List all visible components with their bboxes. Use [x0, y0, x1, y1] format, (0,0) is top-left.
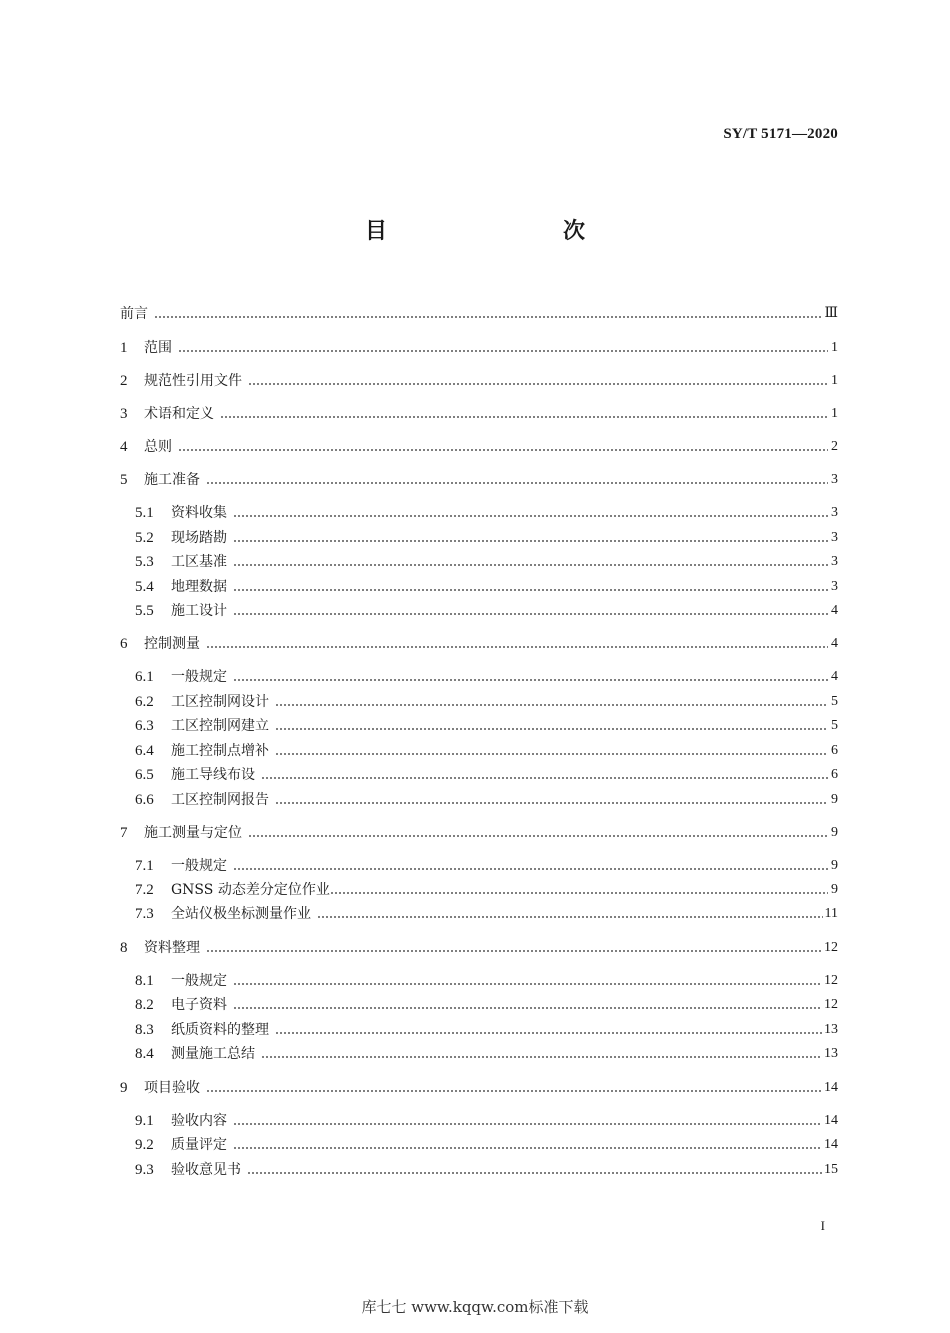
toc-entry-page: 12 [824, 973, 838, 988]
page-number: I [820, 1218, 825, 1233]
toc-entry-number: 3 [120, 406, 128, 422]
toc-entry-page: 12 [824, 940, 838, 955]
toc-entry-number: 1 [120, 340, 128, 356]
toc-entry-title: 质量评定 [171, 1137, 227, 1153]
toc-dot-leader [248, 829, 828, 843]
toc-entry[interactable] [135, 971, 838, 991]
page-title: 目 次 [364, 219, 629, 244]
toc-dot-leader [275, 796, 828, 810]
toc-entry-title: 电子资料 [171, 997, 227, 1013]
toc-entry-page: 3 [831, 579, 838, 594]
toc-entry-page: 13 [824, 1046, 838, 1061]
toc-entry-page: 12 [824, 997, 838, 1012]
toc-entry-title: 项目验收 [144, 1080, 200, 1096]
toc-entry[interactable] [135, 528, 838, 548]
toc-entry-page: 14 [824, 1137, 838, 1152]
toc-entry-page: 13 [824, 1022, 838, 1037]
toc-dot-leader [206, 640, 828, 654]
toc-dot-leader [233, 1117, 822, 1131]
toc-entry[interactable] [120, 338, 838, 358]
toc-dot-leader [275, 747, 828, 761]
toc-entry[interactable] [135, 856, 838, 876]
toc-entry-number: 6.2 [135, 694, 154, 710]
toc-dot-leader [275, 722, 828, 736]
toc-entry-number: 8.3 [135, 1022, 154, 1038]
toc-dot-leader [233, 673, 828, 687]
toc-entry-page: 14 [824, 1080, 838, 1095]
toc-dot-leader [261, 771, 828, 785]
toc-entry-number: 7.1 [135, 858, 154, 874]
toc-entry[interactable] [135, 667, 838, 687]
toc-dot-leader [206, 1084, 822, 1098]
toc-entry-title: 资料整理 [144, 940, 200, 956]
toc-entry-title: 术语和定义 [144, 406, 214, 422]
toc-entry-page: 3 [831, 505, 838, 520]
toc-entry-title: 工区控制网建立 [171, 718, 269, 734]
toc-dot-leader [275, 1026, 822, 1040]
toc-entry-number: 6.4 [135, 743, 154, 759]
toc-dot-leader [233, 558, 828, 572]
toc-entry-title: 施工准备 [144, 472, 200, 488]
toc-entry[interactable] [135, 904, 838, 924]
toc-entry-page: 9 [831, 858, 838, 873]
toc-entry-number: 8.1 [135, 973, 154, 989]
toc-entry[interactable] [135, 790, 838, 810]
toc-entry-page: 1 [831, 406, 838, 421]
toc-entry-number: 9 [120, 1080, 128, 1096]
toc-entry[interactable] [120, 470, 838, 490]
toc-entry-page: 14 [824, 1113, 838, 1128]
toc-entry-number: 5.3 [135, 554, 154, 570]
toc-entry-page: 4 [831, 669, 838, 684]
toc-entry[interactable] [135, 1160, 838, 1180]
toc-entry-number: 9.2 [135, 1137, 154, 1153]
toc-dot-leader [178, 344, 828, 358]
toc-entry[interactable] [135, 741, 838, 761]
toc-dot-leader [317, 910, 823, 924]
toc-entry-title: 验收内容 [171, 1113, 227, 1129]
toc-entry-number: 5.2 [135, 530, 154, 546]
toc-entry-title: 施工导线布设 [171, 767, 255, 783]
toc-entry-page: 1 [831, 340, 838, 355]
toc-entry-title: 施工测量与定位 [144, 825, 242, 841]
toc-entry-page: 6 [831, 743, 838, 758]
toc-dot-leader [233, 1001, 822, 1015]
toc-entry-title: 全站仪极坐标测量作业 [171, 906, 311, 922]
toc-dot-leader [233, 583, 828, 597]
toc-entry-number: 9.1 [135, 1113, 154, 1129]
toc-entry[interactable] [135, 1020, 838, 1040]
toc-dot-leader [220, 410, 828, 424]
toc-entry-page: 4 [831, 636, 838, 651]
toc-entry[interactable] [135, 765, 838, 785]
toc-entry-page: 3 [831, 554, 838, 569]
standard-code: SY/T 5171—2020 [723, 126, 838, 142]
toc-entry-page: 6 [831, 767, 838, 782]
toc-entry-title: 施工设计 [171, 603, 227, 619]
toc-entry[interactable] [135, 880, 838, 900]
toc-entry-title: 测量施工总结 [171, 1046, 255, 1062]
toc-dot-leader [154, 310, 822, 324]
toc-dot-leader [233, 862, 828, 876]
toc-dot-leader [233, 1141, 822, 1155]
toc-entry[interactable] [120, 938, 838, 958]
toc-entry[interactable] [120, 404, 838, 424]
toc-entry-title: 施工控制点增补 [171, 743, 269, 759]
toc-entry-number: 7 [120, 825, 128, 841]
toc-entry-page: 5 [831, 694, 838, 709]
toc-entry-title: 工区基准 [171, 554, 227, 570]
toc-dot-leader [330, 886, 828, 900]
toc-entry-page: 9 [831, 882, 838, 897]
toc-entry[interactable] [135, 995, 838, 1015]
toc-dot-leader [233, 607, 828, 621]
toc-dot-leader [233, 977, 822, 991]
toc-entry-title: GNSS 动态差分定位作业 [171, 882, 330, 898]
toc-entry-title: 地理数据 [171, 579, 227, 595]
toc-entry-title: 工区控制网报告 [171, 792, 269, 808]
toc-dot-leader [206, 476, 828, 490]
toc-entry-title: 控制测量 [144, 636, 200, 652]
toc-entry-page: 5 [831, 718, 838, 733]
toc-entry-page: 1 [831, 373, 838, 388]
toc-entry[interactable] [135, 503, 838, 523]
toc-entry[interactable] [120, 304, 838, 324]
toc-entry-number: 4 [120, 439, 128, 455]
toc-entry-title: 范围 [144, 340, 172, 356]
toc-dot-leader [248, 377, 828, 391]
toc-entry[interactable] [135, 716, 838, 736]
toc-entry-number: 5 [120, 472, 128, 488]
toc-entry-title: 前言 [120, 306, 148, 322]
toc-entry-title: 规范性引用文件 [144, 373, 242, 389]
toc-entry-title: 一般规定 [171, 669, 227, 685]
toc-entry-title: 验收意见书 [171, 1162, 241, 1178]
toc-dot-leader [206, 944, 822, 958]
toc-entry-number: 5.4 [135, 579, 154, 595]
toc-entry[interactable] [135, 1135, 838, 1155]
toc-entry-page: 3 [831, 472, 838, 487]
toc-entry[interactable] [135, 692, 838, 712]
toc-entry-number: 2 [120, 373, 128, 389]
toc-entry-title: 现场踏勘 [171, 530, 227, 546]
toc-entry-page: 4 [831, 603, 838, 618]
toc-entry[interactable] [135, 601, 838, 621]
toc-entry-page: Ⅲ [824, 306, 838, 321]
toc-entry-number: 5.5 [135, 603, 154, 619]
toc-entry-number: 6.5 [135, 767, 154, 783]
toc-dot-leader [178, 443, 828, 457]
toc-entry-number: 7.2 [135, 882, 154, 898]
toc-entry-page: 3 [831, 530, 838, 545]
toc-entry-number: 6.1 [135, 669, 154, 685]
toc-entry-page: 2 [831, 439, 838, 454]
toc-entry-number: 6.3 [135, 718, 154, 734]
toc-entry[interactable] [120, 437, 838, 457]
toc-entry-number: 8 [120, 940, 128, 956]
toc-dot-leader [247, 1166, 822, 1180]
toc-dot-leader [233, 534, 828, 548]
toc-entry[interactable] [120, 823, 838, 843]
toc-entry-page: 9 [831, 792, 838, 807]
toc-entry[interactable] [135, 577, 838, 597]
toc-entry[interactable] [120, 371, 838, 391]
toc-entry-page: 15 [824, 1162, 838, 1177]
toc-entry[interactable] [135, 1044, 838, 1064]
toc-dot-leader [275, 698, 828, 712]
toc-entry-number: 8.2 [135, 997, 154, 1013]
toc-entry-number: 9.3 [135, 1162, 154, 1178]
toc-entry[interactable] [120, 634, 838, 654]
toc-entry[interactable] [120, 1078, 838, 1098]
toc-entry-number: 8.4 [135, 1046, 154, 1062]
toc-entry-page: 9 [831, 825, 838, 840]
toc-entry-number: 7.3 [135, 906, 154, 922]
toc-entry-title: 总则 [144, 439, 172, 455]
toc-entry[interactable] [135, 1111, 838, 1131]
toc-entry-number: 5.1 [135, 505, 154, 521]
toc-entry[interactable] [135, 552, 838, 572]
toc-entry-title: 一般规定 [171, 973, 227, 989]
toc-entry-title: 资料收集 [171, 505, 227, 521]
toc-entry-page: 11 [824, 906, 838, 921]
footer-watermark: 库七七 www.kqqw.com标准下载 [361, 1298, 589, 1316]
toc-dot-leader [261, 1050, 822, 1064]
toc-entry-number: 6.6 [135, 792, 154, 808]
toc-dot-leader [233, 509, 828, 523]
toc-entry-title: 纸质资料的整理 [171, 1022, 269, 1038]
toc-entry-number: 6 [120, 636, 128, 652]
toc-entry-title: 工区控制网设计 [171, 694, 269, 710]
toc-entry-title: 一般规定 [171, 858, 227, 874]
